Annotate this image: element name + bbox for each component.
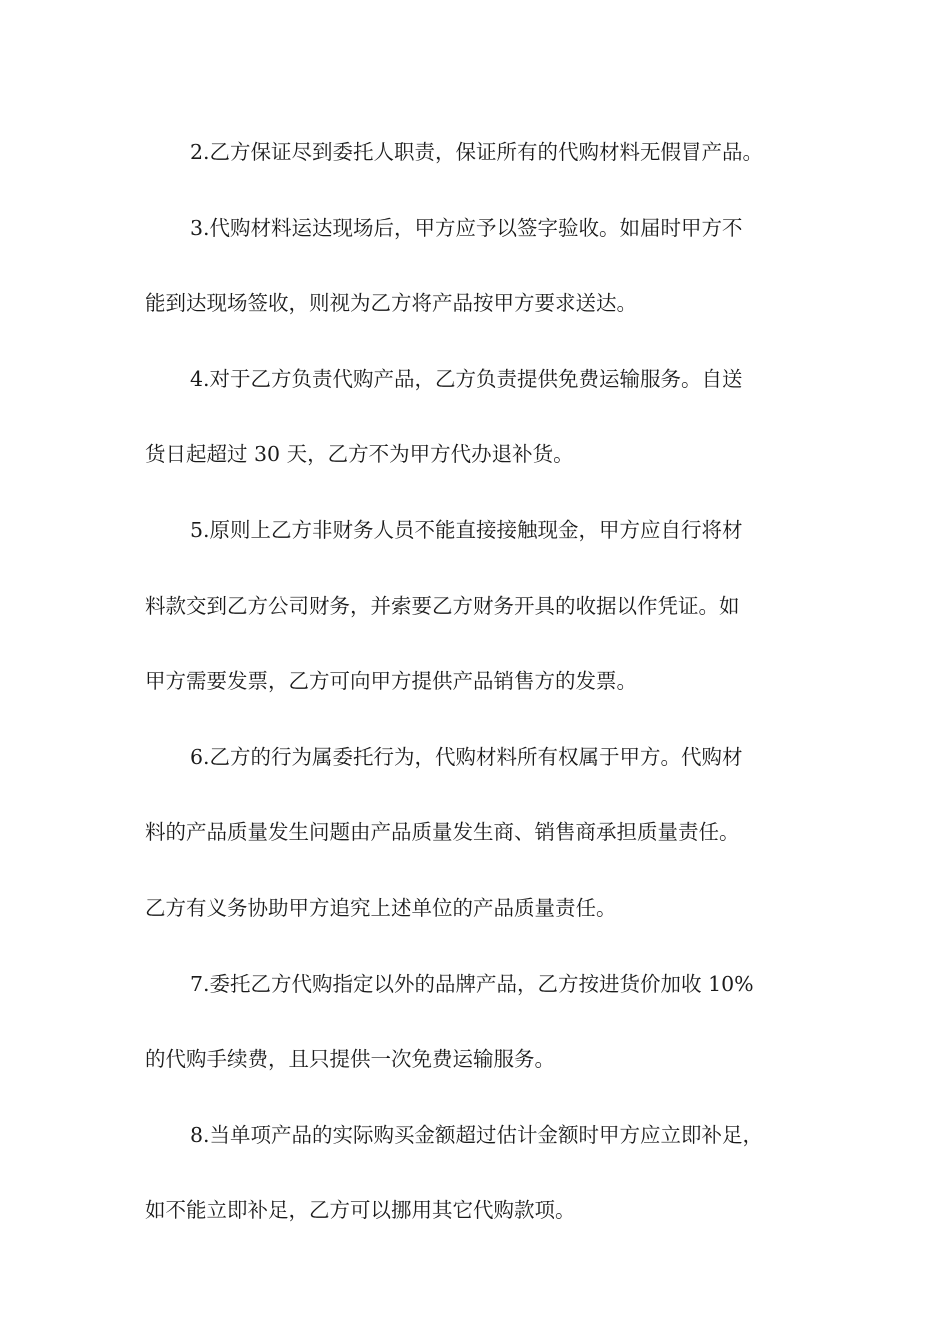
- clause-6-line-3-text: 乙方有义务协助甲方追究上述单位的产品质量责任。: [145, 895, 617, 920]
- clause-8-line-1-text: 8.当单项产品的实际购买金额超过估计金额时甲方应立即补足，: [190, 1122, 764, 1147]
- clause-6-line-1: [145, 737, 810, 813]
- clause-3-line-2-text: 能到达现场签收，则视为乙方将产品按甲方要求送达。: [145, 291, 637, 316]
- clause-6-line-2-text: 料的产品质量发生问题由产品质量发生商、销售商承担质量责任。: [145, 820, 740, 845]
- clause-5-line-3: [145, 661, 810, 737]
- clause-4-line-2-text: 货日起超过 30 天，乙方不为甲方代办退补货。: [145, 442, 574, 467]
- clause-7-line-1-text: 7.委托乙方代购指定以外的品牌产品，乙方按进货价加收 10%: [190, 971, 754, 996]
- clause-5-line-2-text: 料款交到乙方公司财务，并索要乙方财务开具的收据以作凭证。如: [145, 593, 740, 618]
- clause-4-line-2: [145, 434, 810, 510]
- clause-5-line-3-text: 甲方需要发票，乙方可向甲方提供产品销售方的发票。: [145, 669, 637, 694]
- clause-3-line-1: [145, 208, 810, 284]
- clause-8-line-2: [145, 1190, 810, 1266]
- clause-7-line-2-text: 的代购手续费，且只提供一次免费运输服务。: [145, 1047, 555, 1072]
- document-body: [145, 132, 810, 1266]
- clause-8-line-2-text: 如不能立即补足，乙方可以挪用其它代购款项。: [145, 1198, 576, 1223]
- clause-3-line-2: [145, 283, 810, 359]
- clause-2-line-1: [145, 132, 810, 208]
- clause-4-line-1-text: 4.对于乙方负责代购产品，乙方负责提供免费运输服务。自送: [190, 366, 743, 391]
- clause-5-line-1-text: 5.原则上乙方非财务人员不能直接接触现金，甲方应自行将材: [190, 517, 743, 542]
- clause-6-line-3: [145, 888, 810, 964]
- clause-5-line-1: [145, 510, 810, 586]
- clause-6-line-1-text: 6.乙方的行为属委托行为，代购材料所有权属于甲方。代购材: [190, 744, 743, 769]
- clause-8-line-1: [145, 1115, 810, 1191]
- clause-7-line-2: [145, 1039, 810, 1115]
- clause-6-line-2: [145, 812, 810, 888]
- clause-3-line-1-text: 3.代购材料运达现场后，甲方应予以签字验收。如届时甲方不: [190, 215, 743, 240]
- clause-5-line-2: [145, 586, 810, 662]
- clause-4-line-1: [145, 359, 810, 435]
- clause-7-line-1: [145, 964, 810, 1040]
- clause-2-line-1-text: 2.乙方保证尽到委托人职责，保证所有的代购材料无假冒产品。: [190, 140, 764, 164]
